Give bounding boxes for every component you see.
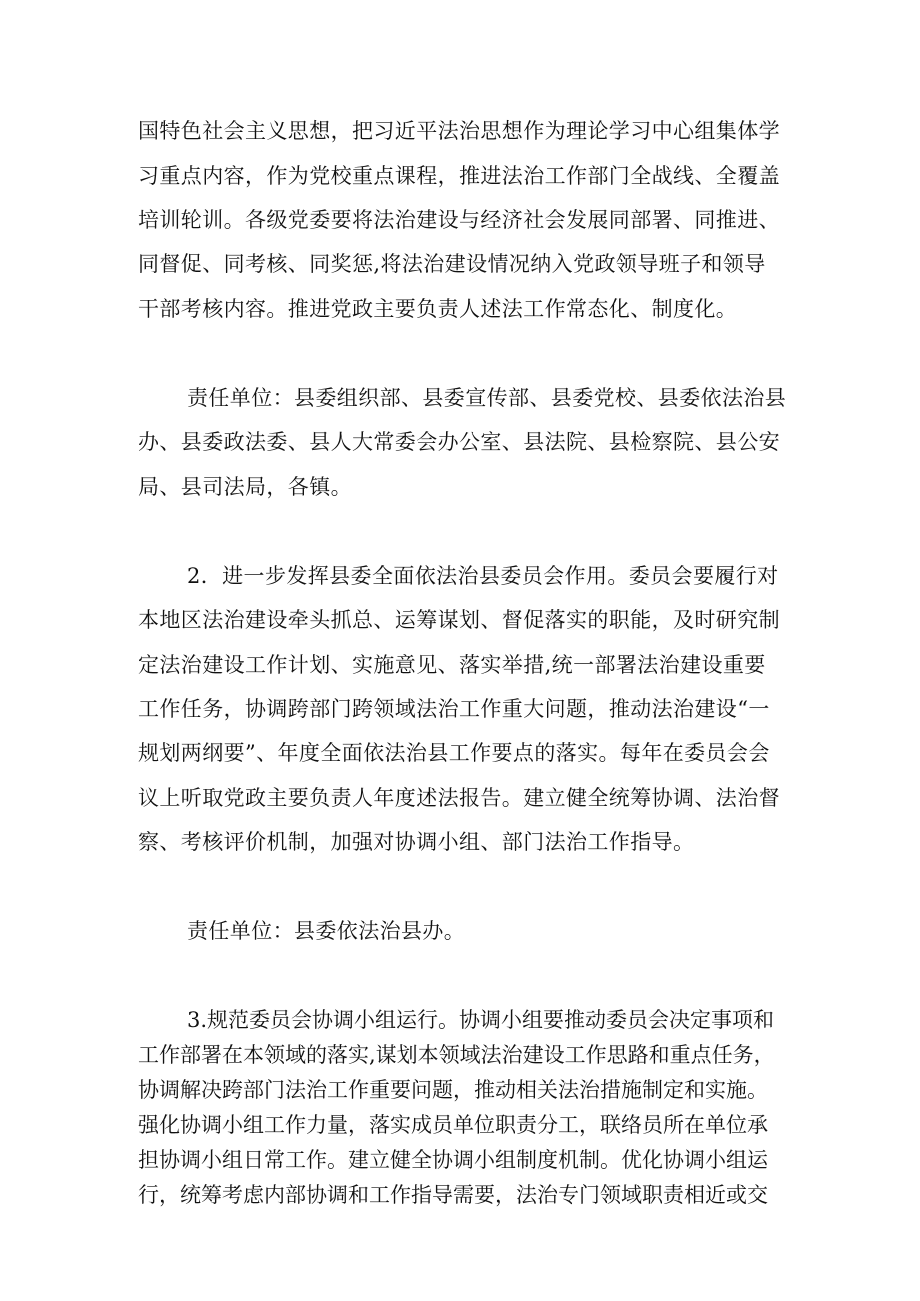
text-line: 本地区法治建设牵头抓总、运筹谋划、督促落实的职能，及时研究制 [138, 608, 780, 632]
text-line: 3.规范委员会协调小组运行。协调小组要推动委员会决定事项和 [187, 1008, 775, 1032]
text-line: 培训轮训。各级党委要将法治建设与经济社会发展同部署、同推进、 [138, 208, 780, 232]
text-line: 责任单位：县委组织部、县委宣传部、县委党校、县委依法治县 [187, 386, 787, 410]
text-line: 行，统筹考虑内部协调和工作指导需要，法治专门领域职责相近或交 [138, 1183, 768, 1207]
text-line: 责任单位：县委依法治县办。 [187, 919, 466, 943]
text-line: 局、县司法局，各镇。 [138, 475, 352, 499]
text-line: 协调解决跨部门法治工作重要问题，推动相关法治措施制定和实施。 [138, 1078, 768, 1102]
text-line: 担协调小组日常工作。建立健全协调小组制度机制。优化协调小组运 [138, 1148, 768, 1172]
text-line: 规划两纲要”、年度全面依法治县工作要点的落实。每年在委员会会 [138, 741, 770, 765]
text-line: 干部考核内容。推进党政主要负责人述法工作常态化、制度化。 [138, 297, 738, 321]
text-line: 定法治建设工作计划、实施意见、落实举措,统一部署法治建设重要 [138, 653, 766, 677]
text-line: 工作部署在本领域的落实,谋划本领域法治建设工作思路和重点任务， [138, 1043, 775, 1067]
text-line: 同督促、同考核、同奖惩,将法治建设情况纳入党政领导班子和领导 [138, 252, 766, 276]
text-line: 办、县委政法委、县人大常委会办公室、县法院、县检察院、县公安 [138, 430, 780, 454]
text-line: 强化协调小组工作力量，落实成员单位职责分工，联络员所在单位承 [138, 1113, 768, 1137]
text-line: 2．进一步发挥县委全面依法治县委员会作用。委员会要履行对 [187, 564, 779, 588]
text-line: 议上听取党政主要负责人年度述法报告。建立健全统筹协调、法治督 [138, 786, 780, 810]
text-line: 工作任务，协调跨部门跨领域法治工作重大问题，推动法治建设“一 [138, 697, 770, 721]
text-line: 国特色社会主义思想，把习近平法治思想作为理论学习中心组集体学 [138, 119, 780, 143]
text-line: 察、考核评价机制，加强对协调小组、部门法治工作指导。 [138, 830, 695, 854]
text-line: 习重点内容，作为党校重点课程，推进法治工作部门全战线、全覆盖 [138, 164, 780, 188]
